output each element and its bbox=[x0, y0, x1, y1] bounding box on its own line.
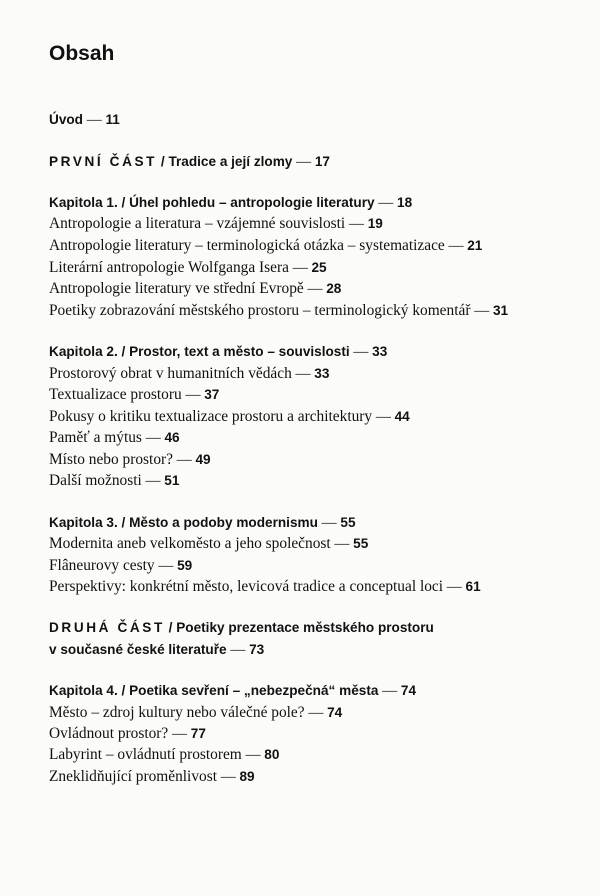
entry-page-number: 74 bbox=[400, 683, 417, 698]
toc-chapter-4 bbox=[49, 681, 416, 701]
section-title: Flâneurovy cesty bbox=[49, 557, 155, 574]
entry-page-number: 25 bbox=[311, 260, 327, 275]
section-title: Antropologie a literatura – vzájemné souvislosti bbox=[49, 215, 346, 232]
entry-dash: — bbox=[168, 726, 191, 742]
section-title: Modernita aneb velkoměsto a jeho společnost bbox=[49, 535, 331, 552]
entry-dash: — bbox=[82, 112, 106, 128]
entry-dash: — bbox=[217, 769, 240, 785]
chapter-prefix: Kapitola 3. / bbox=[49, 515, 130, 530]
entry-page-number: 46 bbox=[164, 430, 180, 445]
entry-page-number: 19 bbox=[367, 216, 383, 231]
part-separator: / bbox=[157, 154, 169, 169]
toc-chapter-1 bbox=[49, 193, 412, 213]
entry-dash: — bbox=[241, 747, 265, 763]
toc-section bbox=[49, 279, 341, 299]
entry-dash: — bbox=[303, 281, 327, 297]
toc-section bbox=[49, 471, 179, 491]
chapter-title: Úhel pohledu – antropologie literatury bbox=[129, 195, 375, 210]
toc-section bbox=[49, 556, 192, 576]
section-title: Labyrint – ovládnutí prostorem bbox=[49, 746, 242, 763]
section-title: Město – zdroj kultury nebo válečné pole? bbox=[49, 704, 305, 721]
toc-section bbox=[49, 428, 180, 448]
chapter-prefix: Kapitola 2. / bbox=[49, 344, 130, 359]
part-label: PRVNÍ ČÁST bbox=[49, 154, 158, 169]
chapter-title: Prostor, text a město – souvislosti bbox=[129, 344, 350, 359]
entry-page-number: 73 bbox=[249, 642, 265, 657]
entry-dash: — bbox=[141, 473, 165, 489]
entry-dash: — bbox=[291, 366, 315, 382]
section-title: Ovládnout prostor? bbox=[49, 725, 169, 742]
entry-page-number: 74 bbox=[327, 705, 343, 720]
entry-dash: — bbox=[154, 558, 178, 574]
part-title: Poetiky prezentace městského prostoru bbox=[176, 620, 434, 635]
entry-dash: — bbox=[444, 238, 468, 254]
section-title: Další možnosti bbox=[49, 472, 142, 489]
section-title: Zneklidňující proměnlivost bbox=[49, 768, 217, 785]
entry-page-number: 55 bbox=[340, 515, 356, 530]
entry-dash: — bbox=[292, 154, 315, 170]
toc-section bbox=[49, 214, 383, 234]
toc-part-1 bbox=[49, 152, 330, 172]
toc-section bbox=[49, 767, 255, 787]
toc-section bbox=[49, 385, 219, 405]
entry-page-number: 59 bbox=[177, 558, 193, 573]
entry-dash: — bbox=[374, 195, 398, 211]
entry-page-number: 28 bbox=[326, 281, 342, 296]
entry-dash: — bbox=[349, 344, 373, 360]
toc-section bbox=[49, 407, 410, 427]
toc-entry-intro bbox=[49, 110, 120, 130]
toc-section bbox=[49, 364, 329, 384]
entry-page-number: 37 bbox=[204, 387, 220, 402]
entry-page-number: 33 bbox=[372, 344, 388, 359]
chapter-title: Poetika sevření – „nebezpečná“ města bbox=[129, 683, 379, 698]
entry-page-number: 61 bbox=[465, 579, 481, 594]
entry-page-number: 80 bbox=[264, 747, 280, 762]
entry-dash: — bbox=[470, 303, 493, 319]
toc-part-2-continuation bbox=[49, 640, 264, 660]
entry-page-number: 11 bbox=[105, 112, 120, 127]
section-title: Antropologie literatury ve střední Evropě bbox=[49, 280, 304, 297]
entry-page-number: 17 bbox=[314, 154, 330, 169]
toc-section bbox=[49, 703, 342, 723]
toc-section bbox=[49, 724, 206, 744]
entry-page-number: 49 bbox=[195, 452, 211, 467]
chapter-prefix: Kapitola 1. / bbox=[49, 195, 130, 210]
section-title: Textualizace prostoru bbox=[49, 386, 182, 403]
entry-dash: — bbox=[172, 452, 196, 468]
part-title-continued: v současné české literatuře bbox=[49, 642, 227, 657]
section-title: Prostorový obrat v humanitních vědách bbox=[49, 365, 292, 382]
toc-section bbox=[49, 301, 508, 321]
entry-dash: — bbox=[141, 430, 165, 446]
toc-section bbox=[49, 577, 481, 597]
entry-page-number: 51 bbox=[164, 473, 180, 488]
entry-dash: — bbox=[345, 216, 368, 232]
entry-page-number: 44 bbox=[394, 409, 410, 424]
toc-chapter-3 bbox=[49, 513, 356, 533]
toc-chapter-2 bbox=[49, 342, 387, 362]
section-title: Paměť a mýtus bbox=[49, 429, 142, 446]
part-label: DRUHÁ ČÁST bbox=[49, 620, 165, 635]
section-title: Literární antropologie Wolfganga Isera bbox=[49, 259, 289, 276]
page-title: Obsah bbox=[49, 42, 115, 65]
entry-dash: — bbox=[443, 579, 466, 595]
section-title: Místo nebo prostor? bbox=[49, 451, 173, 468]
entry-dash: — bbox=[304, 705, 328, 721]
section-title: Poetiky zobrazování městského prostoru – terminologický komentář bbox=[49, 302, 471, 319]
entry-page-number: 89 bbox=[239, 769, 255, 784]
toc-section bbox=[49, 236, 482, 256]
toc-part-2 bbox=[49, 618, 434, 638]
entry-dash: — bbox=[378, 683, 401, 699]
toc-section bbox=[49, 745, 279, 765]
entry-page-number: 77 bbox=[190, 726, 206, 741]
entry-dash: — bbox=[317, 515, 341, 531]
entry-dash: — bbox=[226, 642, 250, 658]
entry-dash: — bbox=[181, 387, 205, 403]
entry-title: Úvod bbox=[49, 112, 83, 127]
entry-dash: — bbox=[372, 409, 395, 425]
entry-page-number: 55 bbox=[353, 536, 369, 551]
entry-page-number: 31 bbox=[492, 303, 509, 318]
section-title: Perspektivy: konkrétní město, levicová tradice a conceptual loci bbox=[49, 578, 444, 595]
toc-section bbox=[49, 450, 211, 470]
chapter-prefix: Kapitola 4. / bbox=[49, 683, 130, 698]
entry-dash: — bbox=[330, 536, 354, 552]
section-title: Antropologie literatury – terminologická otázka – systematizace bbox=[49, 237, 445, 254]
entry-page-number: 18 bbox=[397, 195, 413, 210]
part-separator: / bbox=[164, 620, 177, 635]
toc-section bbox=[49, 258, 327, 278]
toc-section bbox=[49, 534, 368, 554]
entry-page-number: 21 bbox=[467, 238, 483, 253]
section-title: Pokusy o kritiku textualizace prostoru a architektury bbox=[49, 408, 373, 425]
part-title: Tradice a její zlomy bbox=[168, 154, 293, 169]
entry-page-number: 33 bbox=[314, 366, 330, 381]
chapter-title: Město a podoby modernismu bbox=[129, 515, 318, 530]
entry-dash: — bbox=[288, 260, 312, 276]
